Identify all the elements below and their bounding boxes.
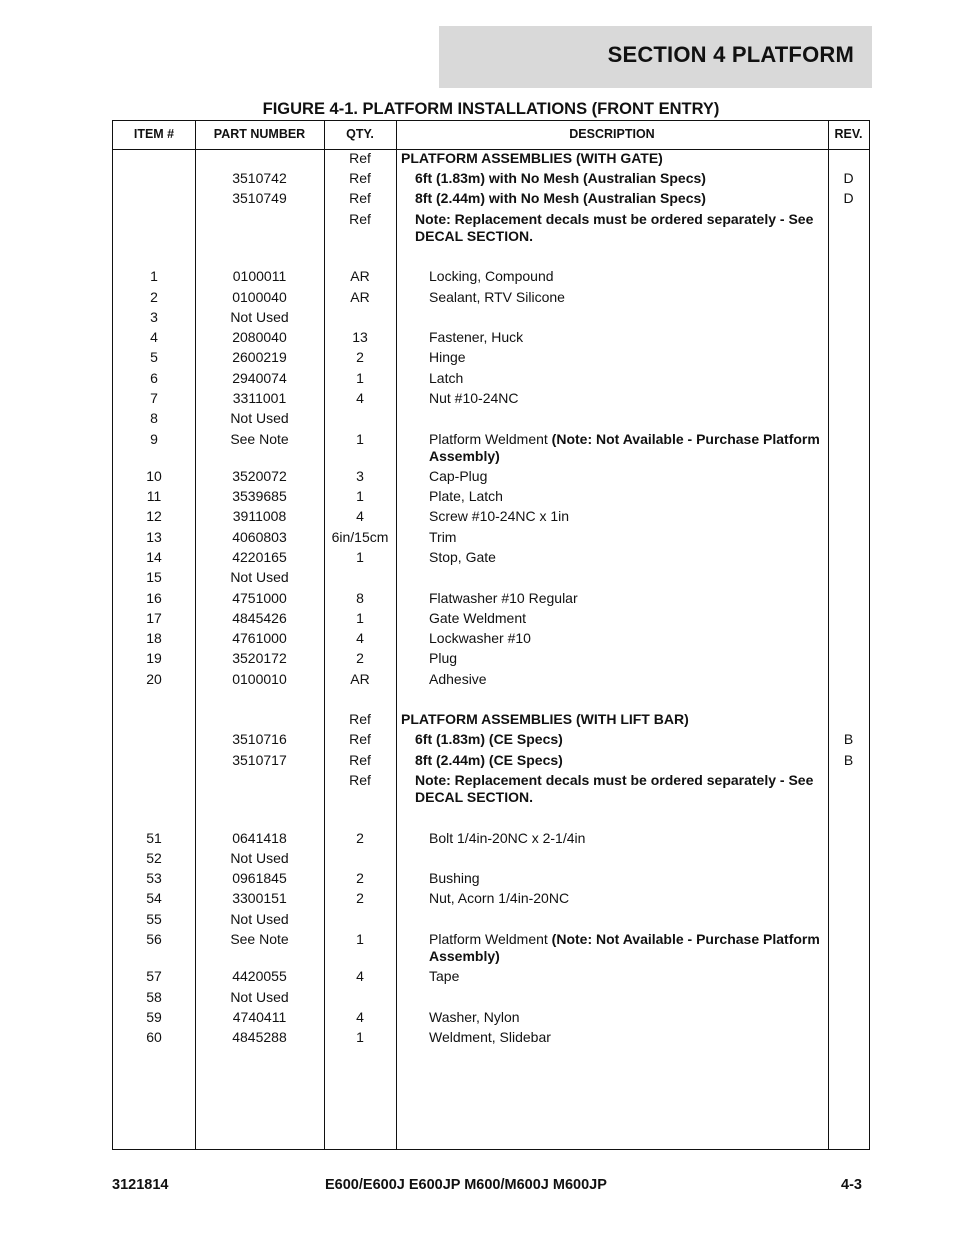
description-text: Fastener, Huck xyxy=(429,329,524,345)
part-number: 3510716 xyxy=(232,731,287,747)
item-number: 53 xyxy=(146,870,162,886)
quantity: Ref xyxy=(349,711,371,727)
description-text: Locking, Compound xyxy=(429,268,554,284)
quantity: 2 xyxy=(356,349,364,365)
quantity: Ref xyxy=(349,752,371,768)
description-text: Nut #10-24NC xyxy=(429,390,519,406)
quantity: AR xyxy=(350,268,370,284)
quantity: 2 xyxy=(356,870,364,886)
item-number: 20 xyxy=(146,671,162,687)
description-text: Adhesive xyxy=(429,671,487,687)
description xyxy=(396,190,847,207)
item-number: 13 xyxy=(146,529,162,545)
description xyxy=(396,711,833,728)
item-number: 11 xyxy=(146,488,162,504)
footer-page-number: 4-3 xyxy=(841,1177,862,1193)
item-number: 57 xyxy=(146,968,162,984)
parts-table xyxy=(112,120,870,1150)
item-number: 4 xyxy=(150,329,158,345)
item-number: 14 xyxy=(146,549,162,565)
description-text: Bolt 1/4in-20NC x 2-1/4in xyxy=(429,830,586,846)
part-number: 3520072 xyxy=(232,468,287,484)
quantity: 6in/15cm xyxy=(331,529,389,545)
description xyxy=(396,549,861,566)
item-number: 7 xyxy=(150,390,158,406)
header-qty: QTY. xyxy=(346,127,374,141)
quantity: 2 xyxy=(356,890,364,906)
part-number: 0100011 xyxy=(232,268,287,284)
description-text: Washer, Nylon xyxy=(429,1009,520,1025)
section-title: SECTION 4 PLATFORM xyxy=(607,42,854,67)
item-number: 55 xyxy=(146,911,162,927)
revision: D xyxy=(843,170,854,186)
quantity: Ref xyxy=(349,190,371,206)
quantity: 4 xyxy=(356,1009,364,1025)
quantity: Ref xyxy=(349,772,371,788)
part-number: See Note xyxy=(230,431,289,447)
description xyxy=(396,211,847,245)
description xyxy=(396,968,861,985)
part-number: 3510717 xyxy=(232,752,287,768)
quantity: AR xyxy=(350,671,370,687)
footer-models: E600/E600J E600JP M600/M600J M600JP xyxy=(325,1177,607,1193)
header-description: DESCRIPTION xyxy=(569,127,655,141)
item-number: 54 xyxy=(146,890,162,906)
quantity: Ref xyxy=(349,731,371,747)
item-number: 51 xyxy=(146,830,162,846)
quantity: 1 xyxy=(356,931,364,947)
part-number: 4751000 xyxy=(232,590,287,606)
item-number: 8 xyxy=(150,410,158,426)
quantity: Ref xyxy=(349,211,371,227)
description-text: Platform Weldment xyxy=(429,431,552,447)
description-text: Flatwasher #10 Regular xyxy=(429,590,578,606)
part-number: 3520172 xyxy=(232,650,287,666)
quantity: 2 xyxy=(356,830,364,846)
description xyxy=(396,890,861,907)
part-number: Not Used xyxy=(230,569,289,585)
description xyxy=(396,508,861,525)
description-text: Hinge xyxy=(429,349,466,365)
part-number: Not Used xyxy=(230,850,289,866)
description-text: Platform Weldment xyxy=(429,931,552,947)
quantity: AR xyxy=(350,289,370,305)
item-number: 3 xyxy=(150,309,158,325)
description-text: PLATFORM ASSEMBLIES (WITH LIFT BAR) xyxy=(401,711,689,727)
item-number: 58 xyxy=(146,989,162,1005)
part-number: 4060803 xyxy=(232,529,287,545)
item-number: 6 xyxy=(150,370,158,386)
quantity: 8 xyxy=(356,590,364,606)
description xyxy=(396,610,861,627)
description xyxy=(396,431,861,465)
description-text: 8ft (2.44m) (CE Specs) xyxy=(415,752,563,768)
description xyxy=(396,1009,861,1026)
item-number: 17 xyxy=(146,610,162,626)
quantity: 3 xyxy=(356,468,364,484)
description xyxy=(396,931,861,965)
description xyxy=(396,870,861,887)
quantity: 13 xyxy=(352,329,368,345)
description xyxy=(396,329,861,346)
item-number: 15 xyxy=(146,569,162,585)
description xyxy=(396,529,861,546)
description xyxy=(396,671,861,688)
part-number: Not Used xyxy=(230,911,289,927)
part-number: 0641418 xyxy=(232,830,287,846)
description-text: Cap-Plug xyxy=(429,468,488,484)
item-number: 9 xyxy=(150,431,158,447)
part-number: Not Used xyxy=(230,410,289,426)
item-number: 52 xyxy=(146,850,162,866)
section-banner xyxy=(439,26,872,88)
description-text: Lockwasher #10 xyxy=(429,630,531,646)
description xyxy=(396,630,861,647)
description-text: Plug xyxy=(429,650,458,666)
part-number: 4761000 xyxy=(232,630,287,646)
part-number: See Note xyxy=(230,931,289,947)
item-number: 56 xyxy=(146,931,162,947)
quantity: 4 xyxy=(356,630,364,646)
description xyxy=(396,772,847,806)
description-note: (Note: Not Available - Purchase Platform Assembly) xyxy=(429,431,820,464)
part-number: Not Used xyxy=(230,989,289,1005)
description xyxy=(396,268,861,285)
quantity: 1 xyxy=(356,610,364,626)
table-header xyxy=(113,121,869,150)
description xyxy=(396,830,861,847)
description xyxy=(396,590,861,607)
item-number: 16 xyxy=(146,590,162,606)
header-item: ITEM # xyxy=(133,127,175,141)
description-text: Trim xyxy=(429,529,457,545)
description xyxy=(396,731,847,748)
description xyxy=(396,370,861,387)
part-number: 4845426 xyxy=(232,610,287,626)
description xyxy=(396,468,861,485)
description-text: PLATFORM ASSEMBLIES (WITH GATE) xyxy=(401,150,663,166)
quantity: Ref xyxy=(349,150,371,166)
item-number: 12 xyxy=(146,508,162,524)
description xyxy=(396,650,861,667)
description-text: 8ft (2.44m) with No Mesh (Australian Specs) xyxy=(415,190,706,206)
description xyxy=(396,349,861,366)
item-number: 18 xyxy=(146,630,162,646)
part-number: 2080040 xyxy=(232,329,287,345)
item-number: 5 xyxy=(150,349,158,365)
part-number: 3539685 xyxy=(232,488,287,504)
part-number: 0100010 xyxy=(232,671,287,687)
description-text: Gate Weldment xyxy=(429,610,527,626)
quantity: 1 xyxy=(356,549,364,565)
description-note: (Note: Not Available - Purchase Platform Assembly) xyxy=(429,931,820,964)
description xyxy=(396,170,847,187)
header-part-number: PART NUMBER xyxy=(213,127,306,141)
quantity: 4 xyxy=(356,390,364,406)
description-text: Note: Replacement decals must be ordered separately - See DECAL SECTION. xyxy=(415,211,814,244)
part-number: 2600219 xyxy=(232,349,287,365)
description-text: Screw #10-24NC x 1in xyxy=(429,508,570,524)
item-number: 1 xyxy=(150,268,158,284)
figure-title: FIGURE 4-1. PLATFORM INSTALLATIONS (FRONT ENTRY) xyxy=(262,100,720,118)
description-text: Latch xyxy=(429,370,464,386)
description xyxy=(396,390,861,407)
quantity: 4 xyxy=(356,968,364,984)
description-text: Tape xyxy=(429,968,460,984)
item-number: 2 xyxy=(150,289,158,305)
quantity: 1 xyxy=(356,1029,364,1045)
quantity: Ref xyxy=(349,170,371,186)
part-number: 4740411 xyxy=(232,1009,287,1025)
part-number: 4220165 xyxy=(232,549,287,565)
description xyxy=(396,488,861,505)
part-number: 3911008 xyxy=(232,508,287,524)
description xyxy=(396,1029,861,1046)
part-number: 4845288 xyxy=(232,1029,287,1045)
item-number: 60 xyxy=(146,1029,162,1045)
description-text: 6ft (1.83m) with No Mesh (Australian Specs) xyxy=(415,170,706,186)
quantity: 4 xyxy=(356,508,364,524)
part-number: 3510742 xyxy=(232,170,287,186)
description xyxy=(396,150,833,167)
description-text: 6ft (1.83m) (CE Specs) xyxy=(415,731,563,747)
description-text: Plate, Latch xyxy=(429,488,503,504)
footer-doc-number: 3121814 xyxy=(112,1177,169,1193)
item-number: 19 xyxy=(146,650,162,666)
description-text: Bushing xyxy=(429,870,480,886)
item-number: 10 xyxy=(146,468,162,484)
part-number: 0961845 xyxy=(232,870,287,886)
part-number: 3510749 xyxy=(232,190,287,206)
part-number: 3300151 xyxy=(232,890,287,906)
description xyxy=(396,752,847,769)
revision: D xyxy=(843,190,854,206)
item-number: 59 xyxy=(146,1009,162,1025)
description xyxy=(396,289,861,306)
quantity: 1 xyxy=(356,370,364,386)
revision: B xyxy=(843,731,854,747)
description-text: Sealant, RTV Silicone xyxy=(429,289,565,305)
part-number: Not Used xyxy=(230,309,289,325)
part-number: 3311001 xyxy=(232,390,287,406)
quantity: 1 xyxy=(356,488,364,504)
part-number: 0100040 xyxy=(232,289,287,305)
header-rev: REV. xyxy=(834,127,863,141)
description-text: Note: Replacement decals must be ordered separately - See DECAL SECTION. xyxy=(415,772,814,805)
quantity: 1 xyxy=(356,431,364,447)
part-number: 4420055 xyxy=(232,968,287,984)
part-number: 2940074 xyxy=(232,370,287,386)
description-text: Nut, Acorn 1/4in-20NC xyxy=(429,890,570,906)
description-text: Weldment, Slidebar xyxy=(429,1029,551,1045)
description-text: Stop, Gate xyxy=(429,549,496,565)
quantity: 2 xyxy=(356,650,364,666)
revision: B xyxy=(843,752,854,768)
